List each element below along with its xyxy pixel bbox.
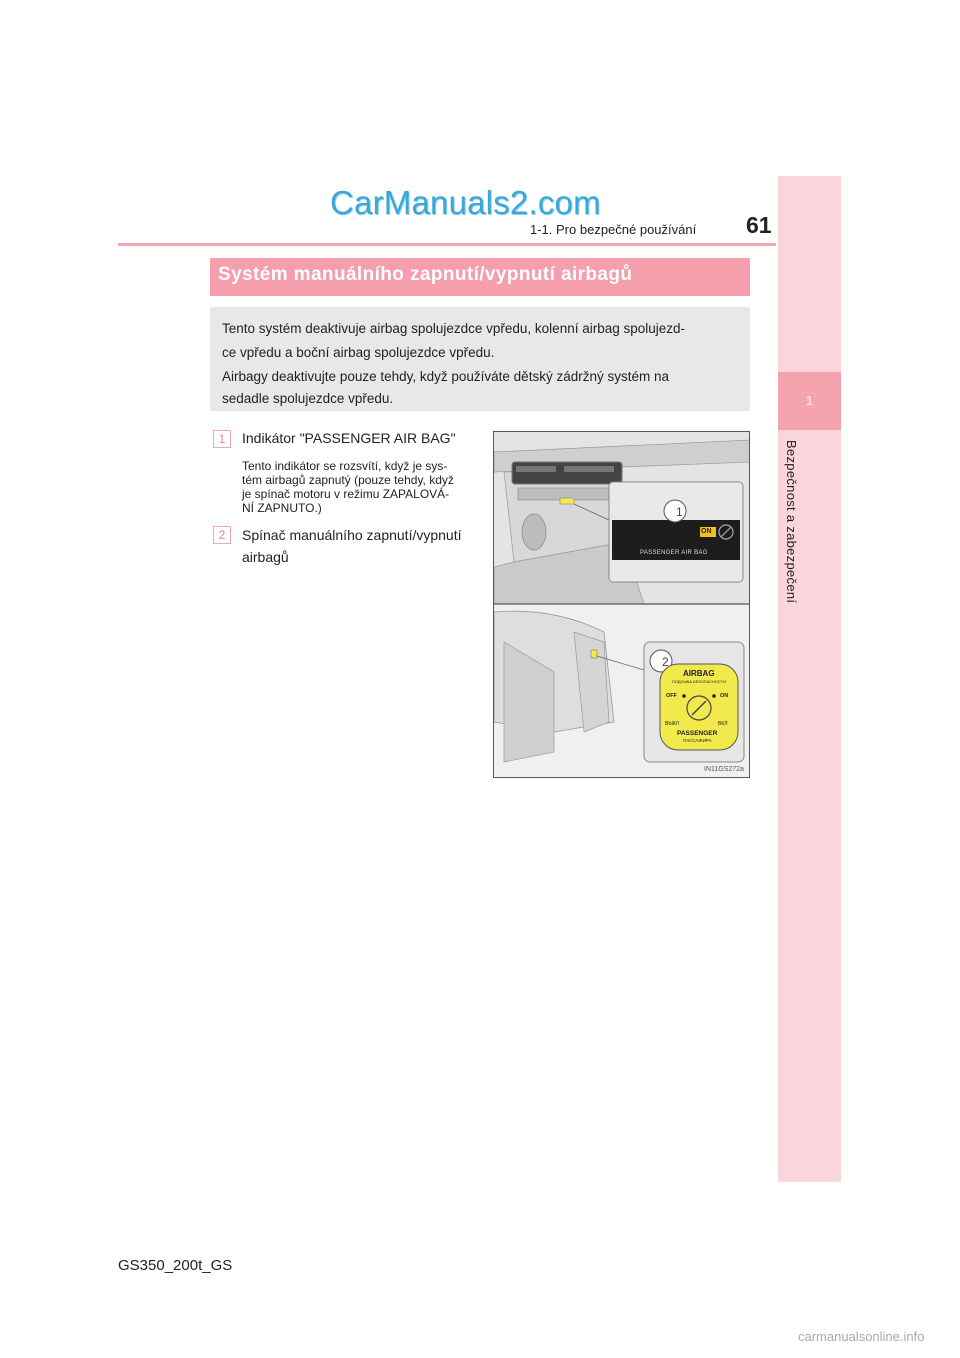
item-desc-line: je spínač motoru v režimu ZAPALOVÁ- bbox=[242, 487, 450, 501]
switch-passenger-label: PASSENGER bbox=[677, 730, 718, 737]
page-number: 61 bbox=[746, 212, 772, 238]
chapter-title: Bezpečnost a zabezpečení bbox=[784, 440, 799, 604]
chapter-number-tab bbox=[778, 372, 841, 430]
side-tab-strip bbox=[778, 176, 841, 1182]
site-watermark: carmanualsonline.info bbox=[798, 1329, 925, 1344]
intro-line-1: Tento systém deaktivuje airbag spolujezdce vpředu, kolenní airbag spolujezd- bbox=[222, 321, 686, 336]
indicator-label: PASSENGER AIR BAG bbox=[640, 550, 708, 556]
figure-code: IN11GS272a bbox=[704, 766, 744, 773]
switch-airbag-ru-label: ПОДУШКА БЕЗОПАСНОСТИ bbox=[672, 679, 727, 684]
switch-on-label: ON bbox=[720, 693, 729, 699]
section-title-band bbox=[210, 258, 750, 296]
section-label: 1-1. Pro bezpečné používání bbox=[530, 222, 697, 237]
model-code: GS350_200t_GS bbox=[118, 1257, 233, 1274]
dashboard-illustration bbox=[494, 432, 750, 778]
intro-box bbox=[210, 307, 750, 411]
callout-1: 1 bbox=[676, 505, 683, 519]
switch-airbag-label: AIRBAG bbox=[683, 669, 715, 678]
item-title: airbagů bbox=[242, 549, 289, 565]
intro-line-2: ce vpředu a boční airbag spolujezdce vpředu. bbox=[222, 345, 495, 360]
item-number-badge: 1 bbox=[213, 430, 231, 448]
item-title: Indikátor "PASSENGER AIR BAG" bbox=[242, 430, 456, 446]
switch-off-label: OFF bbox=[666, 693, 677, 699]
switch-off-ru-label: ВЫКЛ bbox=[665, 721, 679, 727]
chapter-title-tab bbox=[780, 440, 808, 620]
switch-passenger-ru-label: ПАССАЖИРА bbox=[683, 738, 712, 743]
intro-line-4: sedadle spolujezdce vpředu. bbox=[222, 391, 394, 406]
indicator-on-text: ON bbox=[701, 528, 712, 535]
item-title: Spínač manuálního zapnutí/vypnutí bbox=[242, 527, 462, 543]
switch-on-ru-label: ВКЛ bbox=[718, 721, 728, 727]
intro-line-3: Airbagy deaktivujte pouze tehdy, když používáte dětský zádržný systém na bbox=[222, 369, 669, 384]
section-title: Systém manuálního zapnutí/vypnutí airbagů bbox=[218, 264, 633, 285]
item-desc-line: NÍ ZAPNUTO.) bbox=[242, 501, 322, 515]
item-number-badge: 2 bbox=[213, 526, 231, 544]
watermark-logo: CarManuals2.com bbox=[330, 184, 601, 221]
callout-2: 2 bbox=[662, 655, 669, 669]
chapter-number: 1 bbox=[805, 393, 814, 408]
header-divider bbox=[118, 243, 776, 246]
illustration-figure bbox=[493, 431, 750, 778]
item-desc-line: tém airbagů zapnutý (pouze tehdy, když bbox=[242, 473, 454, 487]
item-desc-line: Tento indikátor se rozsvítí, když je sys- bbox=[242, 459, 448, 473]
